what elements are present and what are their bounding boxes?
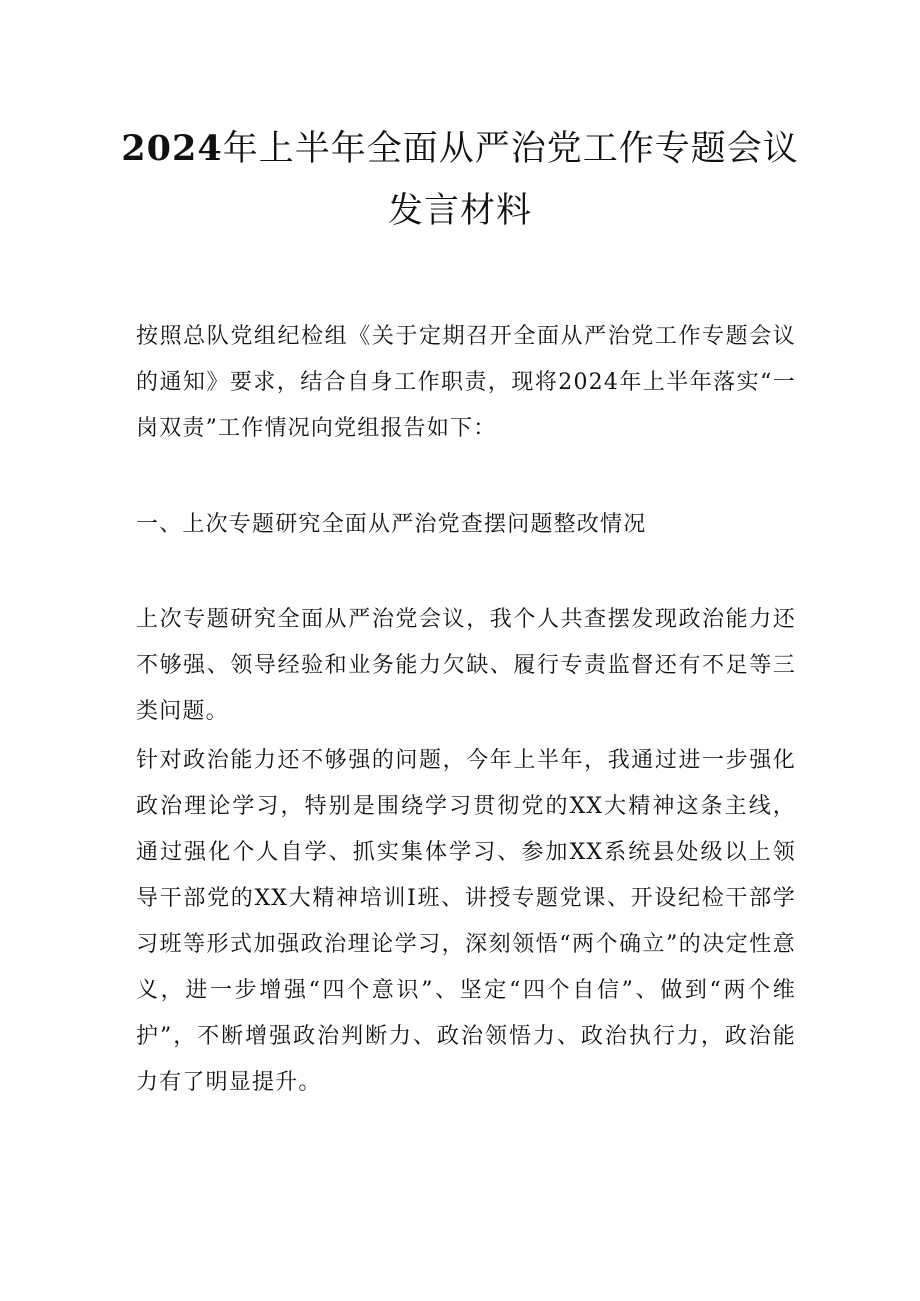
title-line-2: 发言材料 — [387, 191, 532, 231]
title-year: 2024 — [121, 128, 223, 169]
title-text: 年上半年全面从严治党工作专题会议 — [222, 129, 799, 169]
body-paragraph-1: 上次专题研究全面从严治党会议，我个人共查摆发现政治能力还不够强、领导经验和业务能力欠缺、履行专责监督还有不足等三类问题。 — [136, 607, 796, 724]
title-line-1 — [80, 118, 840, 180]
body-paragraph-2: 针对政治能力还不够强的问题，今年上半年，我通过进一步强化政治理论学习，特别是围绕学习贯彻党的XX大精神这条主线，通过强化个人自学、抓实集体学习、参加XX系统县处级以上领导干部党的XX大精神培训I班、讲授专题党课、开设纪检干部学习班等形式加强政治理论学习，深刻领悟“两个确立”的决定性意义，进一步增强“四个意识”、坚定“四个自信”、做到“两个维护”，不断增强政治判断力、政治领悟力、政治执行力，政治能力有了明显提升。 — [136, 748, 796, 1095]
section-heading: 一、上次专题研究全面从严治党查摆问题整改情况 — [136, 512, 647, 537]
document-title — [80, 118, 840, 242]
intro-paragraph: 按照总队党组纪检组《关于定期召开全面从严治党工作专题会议的通知》要求，结合自身工作职责，现将2024年上半年落实“一岗双责”工作情况向党组报告如下： — [136, 324, 796, 441]
